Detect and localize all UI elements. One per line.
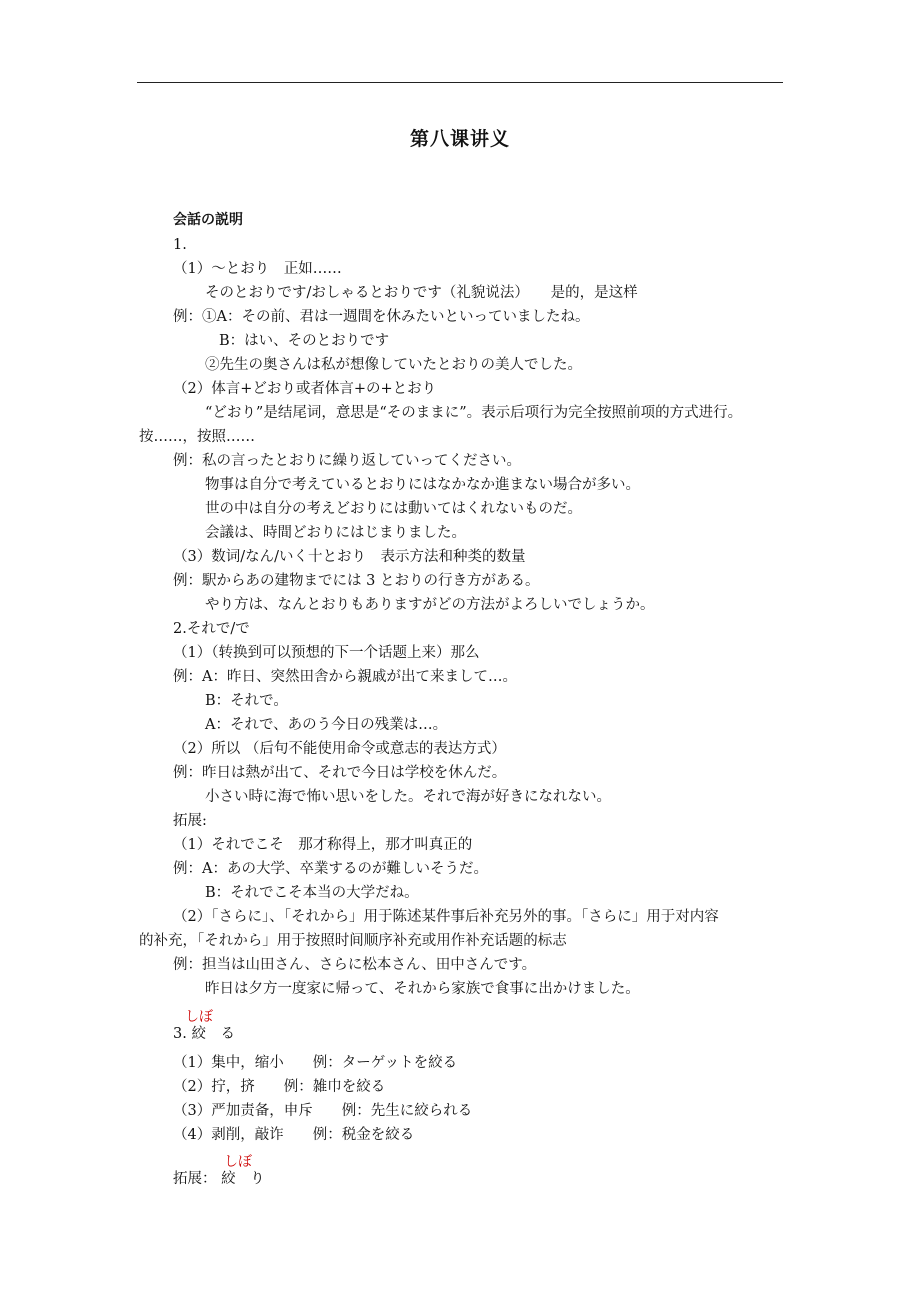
example-line: やり方は、なんとおりもありますがどの方法がよろしいでしょうか。 [205,597,655,613]
text-line: そのとおりです/おしゃるとおりです（礼貌说法） 是的，是这样 [205,285,638,301]
subitem-2-1: （1）（转换到可以预想的下一个话题上来）那么 [173,645,480,661]
example-line: A：それで、あのう今日の残業は…。 [205,717,448,733]
subitem-2-2: （2）所以 （后句不能使用命令或意志的表达方式） [173,741,506,757]
section-heading: 会話の説明 [173,212,243,228]
subitem-3-4: （4）剥削，敲诈 例：税金を絞る [173,1127,415,1143]
top-rule [137,82,783,83]
page-title: 第八课讲义 [409,128,510,150]
example-line: 例：A：昨日、突然田舎から親戚が出て来まして…。 [173,669,517,685]
example-line: 会議は、時間どおりにはじまりました。 [205,525,466,541]
example-line: B：それで。 [205,693,288,709]
extension-line: 拓展： 絞 り [173,1171,265,1187]
extension-item-1: （1）それでこそ 那才称得上，那才叫真正的 [173,837,473,853]
item-1-heading: 1. [173,237,187,253]
subitem-1-1: （1）～とおり 正如…… [173,261,342,277]
extension-label: 拓展: [173,813,207,829]
example-line: 例：昨日は熱が出て、それで今日は学校を休んだ。 [173,765,507,781]
subitem-1-2: （2）体言+どおり或者体言+の+とおり [173,381,437,397]
text-line: 按……，按照…… [139,429,255,445]
text-line: 的补充，「それから」用于按照时间顺序补充或用作补充话题的标志 [139,933,567,949]
ruby-annotation: しぼ [224,1154,252,1170]
example-line: 例：駅からあの建物までには 3 とおりの行き方がある。 [173,573,540,589]
example-line: 物事は自分で考えているとおりにはなかなか進まない場合が多い。 [205,477,640,493]
example-line: 例：担当は山田さん、さらに松本さん、田中さんです。 [173,957,537,973]
example-line: B：はい、そのとおりです [219,333,390,349]
extension-item-2: （2）「さらに」、「それから」用于陈述某件事后补充另外的事。「さらに」用于对内容 [173,909,719,925]
example-line: 世の中は自分の考えどおりには動いてはくれないものだ。 [205,501,582,517]
example-line: 例：①A：その前、君は一週間を休みたいといっていましたね。 [173,309,590,325]
example-line: 昨日は夕方一度家に帰って、それから家族で食事に出かけました。 [205,981,640,997]
example-line: 例：A：あの大学、卒業するのが難しいそうだ。 [173,861,488,877]
subitem-1-3: （3）数词/なん/いく十とおり 表示方法和种类的数量 [173,549,526,565]
example-line: 小さい時に海で怖い思いをした。それで海が好きになれない。 [205,789,611,805]
ruby-annotation: しぼ [185,1009,213,1025]
example-line: ②先生の奥さんは私が想像していたとおりの美人でした。 [205,357,582,373]
item-2-heading: 2.それで/で [173,621,250,637]
example-line: B：それでこそ本当の大学だね。 [205,885,419,901]
example-line: 例：私の言ったとおりに繰り返していってください。 [173,453,521,469]
subitem-3-3: （3）严加责备，申斥 例：先生に絞られる [173,1103,473,1119]
subitem-3-2: （2）拧，挤 例：雑巾を絞る [173,1079,386,1095]
text-line: “どおり”是结尾词，意思是“そのままに”。表示后项行为完全按照前项的方式进行。 [205,405,743,421]
item-3-heading: 3. 絞 る [173,1026,235,1042]
subitem-3-1: （1）集中，缩小 例：ターゲットを絞る [173,1055,458,1071]
